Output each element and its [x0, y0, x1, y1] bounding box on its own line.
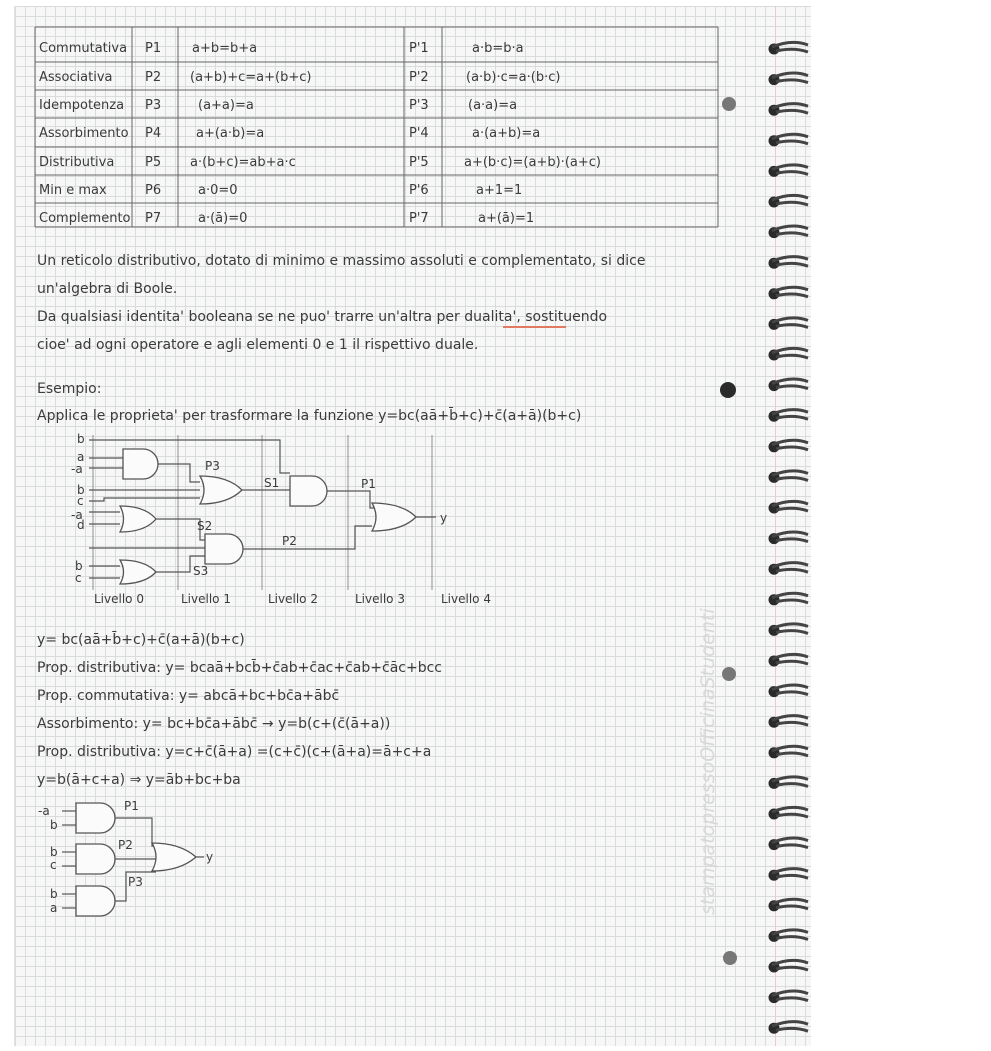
spiral-ring: [776, 478, 808, 481]
spiral-ring: [772, 165, 808, 170]
spiral-ring: [776, 172, 808, 175]
derivation-line-2: Prop. distributiva: y= bcaā+bcb̄+c̄ab+c̄ac+c̄ab+c̄āc+bcc: [37, 660, 442, 676]
row-2-id: P2: [145, 70, 162, 85]
c2-output-y: y: [206, 850, 214, 864]
row-2-formula: (a+b)+c=a+(b+c): [190, 70, 312, 85]
c1-or-gate-1: [120, 560, 156, 584]
spiral-ring: [772, 471, 808, 476]
spiral-ring: [772, 501, 808, 506]
spiral-ring: [772, 440, 808, 445]
row-1-dual-id: P'1: [409, 41, 429, 56]
circuit-1: [71, 432, 491, 606]
spiral-ring: [772, 257, 808, 262]
spiral-ring: [772, 838, 808, 843]
binder-holes: [720, 97, 737, 965]
c2-and-gate-p3: [76, 886, 115, 916]
c2-input-b2: b: [50, 845, 58, 859]
row-7-dual-id: P'7: [409, 211, 429, 226]
derivation-line-4: Assorbimento: y= bc+bc̄a+ābc̄ → y=b(c+(c̄(ā+a)): [37, 716, 391, 732]
spiral-ring: [772, 287, 808, 292]
c2-input-c: c: [50, 858, 57, 872]
row-1-name: Commutativa: [39, 41, 128, 56]
c1-level-3: Livello 3: [355, 592, 405, 606]
spiral-ring: [772, 960, 808, 965]
c2-and-gate-p1: [76, 803, 115, 833]
row-4-dual-id: P'4: [409, 126, 429, 141]
spiral-ring: [772, 685, 808, 690]
spiral-ring: [776, 753, 808, 756]
row-4-formula: a+(a·b)=a: [196, 126, 265, 141]
row-5-dual-id: P'5: [409, 155, 429, 170]
c2-label-p1: P1: [124, 799, 139, 813]
derivation-line-1: y= bc(aā+b̄+c)+c̄(a+ā)(b+c): [37, 632, 245, 648]
spiral-ring: [776, 814, 808, 817]
spiral-ring: [776, 294, 808, 297]
spiral-ring: [776, 661, 808, 664]
hole-lower: [722, 667, 736, 681]
c1-or-gate-p3: [200, 476, 242, 504]
spiral-ring: [776, 539, 808, 542]
spiral-ring: [772, 134, 808, 139]
row-1-formula: a+b=b+a: [192, 41, 258, 56]
c1-input-a1: a: [77, 450, 85, 464]
c1-or-gate-output: [372, 503, 416, 531]
spiral-ring: [776, 784, 808, 787]
hole-middle: [720, 382, 736, 398]
definition-paragraph: [37, 253, 645, 353]
c1-input-b1: b: [77, 432, 85, 446]
spiral-ring: [776, 110, 808, 113]
row-6-id: P6: [145, 183, 162, 198]
c2-input-not-a: -a: [38, 804, 50, 818]
spiral-ring: [776, 263, 808, 266]
derivation-line-3: Prop. commutativa: y= abcā+bc+bc̄a+ābc̄: [37, 688, 340, 704]
spiral-ring: [772, 195, 808, 200]
spiral-ring: [772, 930, 808, 935]
row-2-dual-formula: (a·b)·c=a·(b·c): [466, 70, 561, 85]
row-3-dual-formula: (a·a)=a: [468, 98, 518, 113]
spiral-ring: [776, 355, 808, 358]
row-1-dual-formula: a·b=b·a: [472, 41, 524, 56]
c2-label-p3: P3: [128, 875, 143, 889]
spiral-ring: [776, 722, 808, 725]
spiral-ring: [772, 410, 808, 415]
spiral-ring: [772, 73, 808, 78]
c1-input-c2: c: [75, 571, 82, 585]
c2-and-gate-p2: [76, 844, 115, 874]
row-6-name: Min e max: [39, 183, 107, 198]
properties-table: [35, 27, 718, 227]
row-5-dual-formula: a+(b·c)=(a+b)·(a+c): [464, 155, 601, 170]
row-6-dual-id: P'6: [409, 183, 429, 198]
c2-or-gate-output: [152, 843, 196, 871]
c1-label-p1: P1: [361, 477, 376, 491]
spiral-ring: [776, 49, 808, 52]
spiral-ring: [776, 202, 808, 205]
row-7-name: Complemento: [39, 211, 131, 226]
spiral-ring: [772, 991, 808, 996]
spiral-ring: [776, 569, 808, 572]
example-heading: Esempio:: [37, 381, 102, 397]
spiral-ring: [772, 104, 808, 109]
spiral-ring: [776, 845, 808, 848]
row-7-formula: a·(ā)=0: [198, 211, 248, 226]
row-1-id: P1: [145, 41, 162, 56]
spiral-ring: [776, 937, 808, 940]
c1-and-gate-p1: [290, 476, 327, 506]
c1-label-s3: S3: [193, 564, 209, 578]
row-3-name: Idempotenza: [39, 98, 125, 113]
row-7-dual-formula: a+(ā)=1: [478, 211, 535, 226]
c1-output-y: y: [440, 511, 448, 525]
c1-input-c1: c: [77, 494, 84, 508]
spiral-ring: [772, 593, 808, 598]
spiral-ring: [776, 508, 808, 511]
spiral-ring: [776, 967, 808, 970]
spiral-ring: [772, 869, 808, 874]
c1-and-gate-0: [123, 449, 158, 479]
c1-level-2: Livello 2: [268, 592, 318, 606]
spiral-ring: [776, 1028, 808, 1031]
c1-input-d: d: [77, 518, 85, 532]
spiral-ring: [772, 532, 808, 537]
spiral-ring: [776, 80, 808, 83]
spiral-ring: [772, 226, 808, 231]
spiral-ring: [776, 416, 808, 419]
spiral-ring: [772, 348, 808, 353]
row-5-id: P5: [145, 155, 162, 170]
hole-bottom: [723, 951, 737, 965]
spiral-ring: [776, 141, 808, 144]
underlined-word: dualita': [464, 309, 517, 325]
paragraph-line-3: Da qualsiasi identita' booleana se ne puo' trarre un'altra per dualita', sostituendo: [37, 309, 608, 325]
spiral-ring: [772, 318, 808, 323]
paragraph-line-4: cioe' ad ogni operatore e agli elementi 0 e 1 il rispettivo duale.: [37, 337, 479, 353]
c2-input-b1: b: [50, 818, 58, 832]
c2-input-b3: b: [50, 887, 58, 901]
spiral-ring: [776, 325, 808, 328]
c1-or-gate-0: [120, 506, 156, 532]
spiral-ring: [772, 899, 808, 904]
c1-input-not-a2: -a: [71, 508, 83, 522]
spiral-ring: [776, 600, 808, 603]
row-6-formula: a·0=0: [198, 183, 238, 198]
circuit-2: [38, 799, 213, 916]
derivation: [37, 630, 442, 788]
c1-input-not-a1: -a: [71, 462, 83, 476]
c2-label-p2: P2: [118, 838, 133, 852]
c1-input-b3: b: [75, 559, 83, 573]
spiral-ring: [776, 875, 808, 878]
row-6-dual-formula: a+1=1: [476, 183, 523, 198]
spiral-ring: [776, 386, 808, 389]
c1-level-1: Livello 1: [181, 592, 231, 606]
spiral-ring: [772, 624, 808, 629]
row-2-name: Associativa: [39, 70, 113, 85]
spiral-ring: [772, 379, 808, 384]
c1-label-p2: P2: [282, 534, 297, 548]
row-7-id: P7: [145, 211, 162, 226]
c1-input-b2: b: [77, 483, 85, 497]
spiral-ring: [776, 447, 808, 450]
derivation-line-5: Prop. distributiva: y=c+c̄(ā+a) =(c+c̄)(c+(ā+a)=ā+c+a: [37, 744, 432, 760]
spiral-ring: [776, 233, 808, 236]
paragraph-line-1: Un reticolo distributivo, dotato di minimo e massimo assoluti e complementato, si dice: [37, 253, 646, 269]
row-2-dual-id: P'2: [409, 70, 429, 85]
spiral-ring: [772, 777, 808, 782]
spiral-binding: [769, 42, 809, 1033]
c1-label-s2: S2: [197, 519, 213, 533]
row-4-id: P4: [145, 126, 162, 141]
row-4-name: Assorbimento: [39, 126, 129, 141]
c1-level-4: Livello 4: [441, 592, 491, 606]
spiral-ring: [772, 1022, 808, 1027]
row-5-formula: a·(b+c)=ab+a·c: [190, 155, 296, 170]
spiral-ring: [772, 807, 808, 812]
row-3-id: P3: [145, 98, 162, 113]
row-4-dual-formula: a·(a+b)=a: [472, 126, 541, 141]
c1-level-0: Livello 0: [94, 592, 144, 606]
c1-label-s1: S1: [264, 476, 280, 490]
watermark: stampatopressoOfficinaStudenti: [697, 608, 719, 915]
row-3-dual-id: P'3: [409, 98, 429, 113]
derivation-line-6: y=b(ā+c+a) ⇒ y=āb+bc+ba: [37, 772, 241, 788]
c1-label-p3: P3: [205, 459, 220, 473]
spiral-ring: [776, 998, 808, 1001]
spiral-ring: [772, 716, 808, 721]
spiral-ring: [772, 42, 808, 47]
spiral-ring: [772, 563, 808, 568]
spiral-ring: [772, 746, 808, 751]
spiral-ring: [776, 631, 808, 634]
c2-input-a: a: [50, 901, 58, 915]
row-3-formula: (a+a)=a: [198, 98, 254, 113]
paragraph-line-2: un'algebra di Boole.: [37, 281, 178, 297]
spiral-ring: [772, 654, 808, 659]
row-5-name: Distributiva: [39, 155, 115, 170]
c1-and-gate-s2: [205, 534, 243, 564]
hole-upper: [722, 97, 736, 111]
spiral-ring: [776, 692, 808, 695]
spiral-ring: [776, 906, 808, 909]
example-task: Applica le proprieta' per trasformare la funzione y=bc(aā+b̄+c)+c̄(a+ā)(b+c): [37, 408, 582, 424]
